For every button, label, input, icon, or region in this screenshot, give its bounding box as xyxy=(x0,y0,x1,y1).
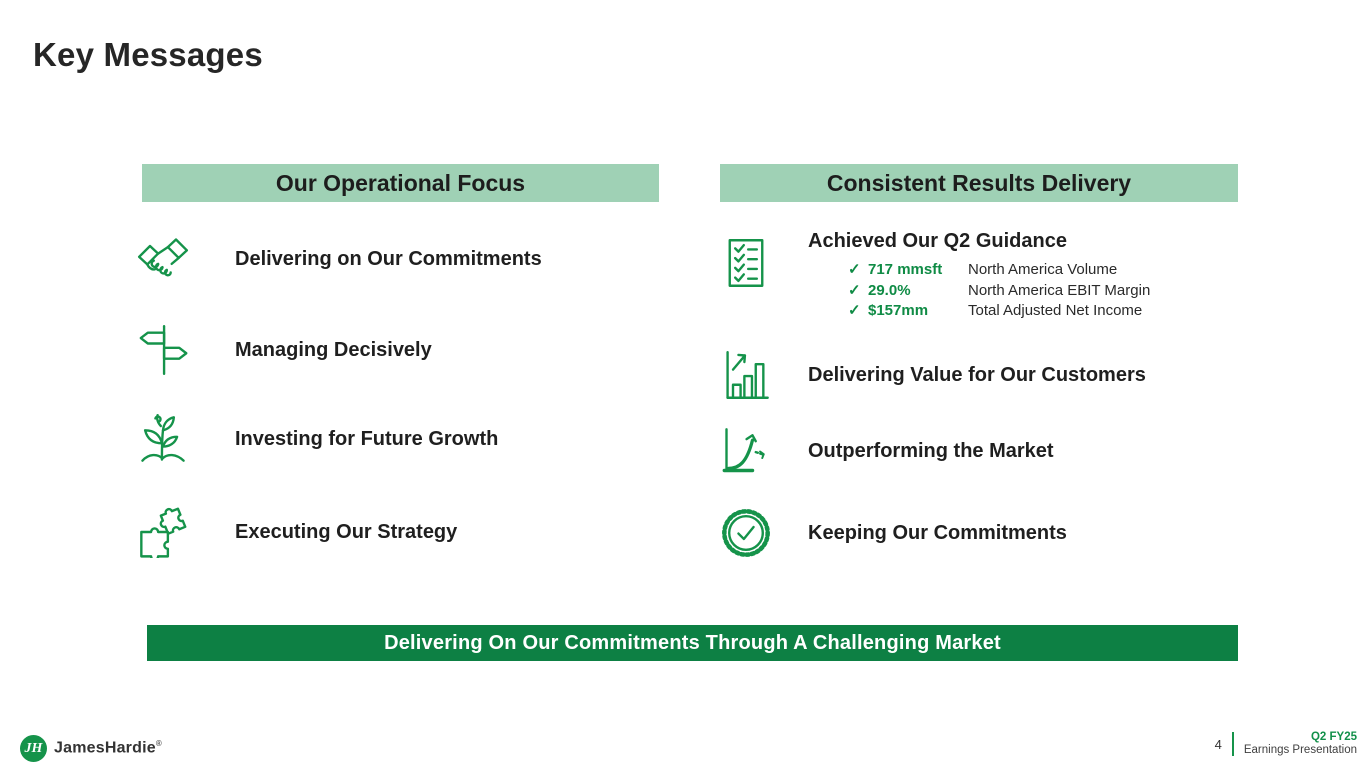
item-label: Achieved Our Q2 Guidance xyxy=(808,230,1067,252)
item-label: Investing for Future Growth xyxy=(235,427,499,450)
item-label: Delivering Value for Our Customers xyxy=(808,363,1146,386)
item-label: Delivering on Our Commitments xyxy=(235,247,542,270)
list-item xyxy=(135,224,675,294)
footer-divider xyxy=(1232,732,1234,756)
bar-chart-icon xyxy=(720,344,772,406)
left-column-header: Our Operational Focus xyxy=(142,164,659,202)
sprout-icon xyxy=(135,408,191,470)
page-number: 4 xyxy=(1214,736,1222,752)
right-column-header: Consistent Results Delivery xyxy=(720,164,1238,202)
list-item xyxy=(135,404,675,474)
growth-curve-icon xyxy=(720,420,772,482)
footer-doc-title: Earnings Presentation xyxy=(1243,744,1357,757)
check-icon: ✓ xyxy=(848,281,861,299)
handshake-icon xyxy=(135,228,191,290)
check-icon: ✓ xyxy=(848,261,861,278)
signpost-icon xyxy=(135,319,191,381)
guidance-label: North America Volume xyxy=(968,261,1118,278)
page-title: Key Messages xyxy=(33,36,263,73)
guidance-list xyxy=(848,260,1150,322)
check-icon: ✓ xyxy=(848,302,861,319)
footer-right xyxy=(1215,731,1357,757)
guidance-row xyxy=(848,301,1150,322)
footer-quarter: Q2 FY25 xyxy=(1310,731,1357,743)
logo-monogram-icon: JH xyxy=(20,735,47,762)
list-item xyxy=(720,502,1330,564)
list-item xyxy=(720,344,1330,406)
guidance-row xyxy=(848,260,1150,281)
guidance-row xyxy=(848,281,1150,302)
item-label: Keeping Our Commitments xyxy=(808,521,1067,544)
key-message-banner: Delivering On Our Commitments Through A Challenging Market xyxy=(147,625,1238,661)
checklist-icon xyxy=(720,232,772,294)
list-item xyxy=(720,420,1330,482)
list-item xyxy=(135,315,675,385)
item-label: Outperforming the Market xyxy=(808,439,1054,462)
award-seal-icon xyxy=(720,502,772,564)
guidance-label: North America EBIT Margin xyxy=(968,281,1151,299)
guidance-label: Total Adjusted Net Income xyxy=(968,302,1143,319)
guidance-value: 717 mmsft xyxy=(868,261,943,278)
item-label: Executing Our Strategy xyxy=(235,520,458,543)
guidance-block xyxy=(808,230,1150,322)
guidance-value: $157mm xyxy=(868,302,929,319)
logo-wordmark: JamesHardie® xyxy=(54,739,162,757)
item-label: Managing Decisively xyxy=(235,338,432,361)
footer-text xyxy=(1244,731,1357,757)
list-item xyxy=(135,497,675,567)
puzzle-icon xyxy=(135,501,191,563)
registered-mark: ® xyxy=(155,739,162,749)
list-item xyxy=(720,230,1330,340)
company-logo xyxy=(20,735,162,762)
guidance-value: 29.0% xyxy=(868,281,911,299)
